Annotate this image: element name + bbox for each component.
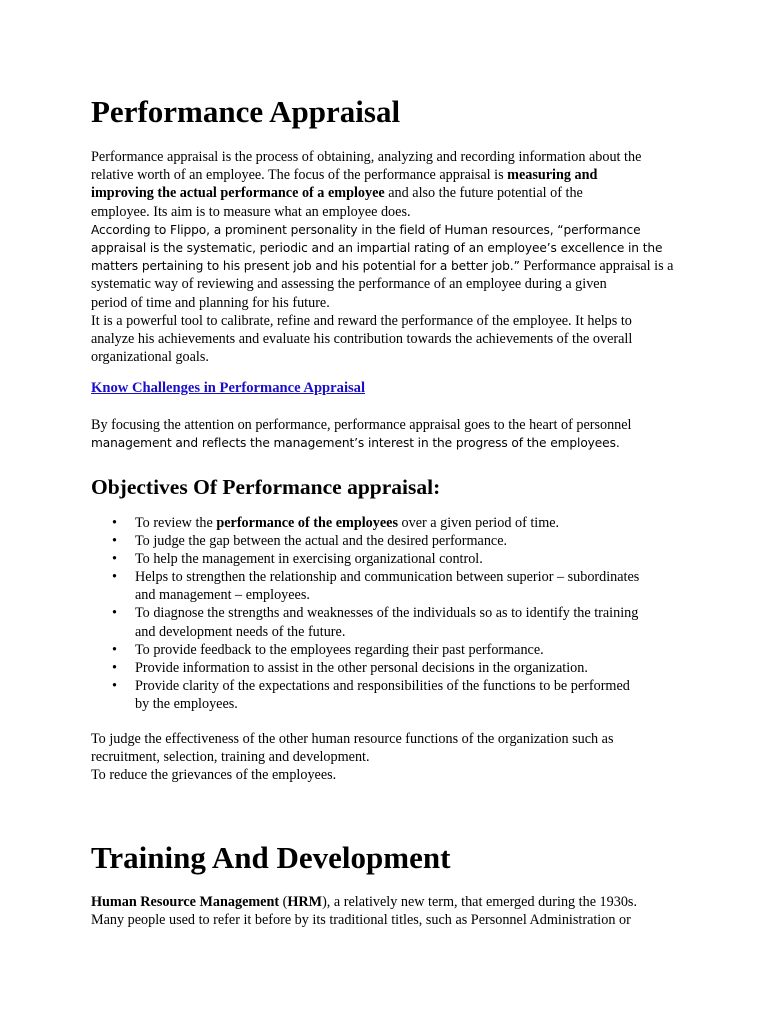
after-list-paragraph bbox=[91, 730, 683, 785]
tool-line: It is a powerful tool to calibrate, refine and reward the performance of the employee. It helps to bbox=[91, 312, 632, 329]
systematic-line: period of time and planning for his future. bbox=[91, 294, 330, 311]
bullet-icon: • bbox=[112, 641, 117, 658]
focus-paragraph bbox=[91, 416, 683, 452]
intro-line: relative worth of an employee. The focus of the performance appraisal is measuring and bbox=[91, 167, 598, 184]
bullet-icon: • bbox=[112, 515, 117, 531]
focus-line: By focusing the attention on performance, performance appraisal goes to the heart of personnel bbox=[91, 417, 632, 433]
list-item: • To diagnose the strengths and weaknesses of the individuals so as to identify the training and development needs of the future. bbox=[112, 605, 639, 640]
flippo-quote-line: matters pertaining to his present job and his potential for a better job.” Performance appraisal is a bbox=[91, 258, 674, 275]
hrm-paragraph bbox=[91, 893, 683, 929]
systematic-line: systematic way of reviewing and assessing the performance of an employee during a given bbox=[91, 276, 607, 293]
list-item: • To help the management in exercising organizational control. bbox=[112, 551, 483, 568]
intro-paragraph bbox=[91, 148, 683, 366]
list-item: • Provide information to assist in the other personal decisions in the organization. bbox=[112, 659, 588, 676]
focus-line: management and reflects the management’s interest in the progress of the employees. bbox=[91, 436, 620, 451]
bullet-icon: • bbox=[112, 551, 117, 568]
page-title: Performance Appraisal bbox=[91, 94, 401, 129]
bullet-icon: • bbox=[112, 569, 117, 586]
list-item: • To judge the gap between the actual and the desired performance. bbox=[112, 533, 508, 550]
list-item: • Provide clarity of the expectations and responsibilities of the functions to be performed by the employees. bbox=[112, 677, 630, 712]
intro-line: employee. Its aim is to measure what an employee does. bbox=[91, 203, 411, 220]
tool-line: organizational goals. bbox=[91, 349, 209, 366]
bullet-icon: • bbox=[112, 533, 117, 550]
list-item: • To provide feedback to the employees regarding their past performance. bbox=[112, 641, 544, 658]
list-item: • To review the performance of the employees over a given period of time. bbox=[112, 515, 560, 531]
bullet-icon: • bbox=[112, 605, 117, 622]
hrm-line: Many people used to refer it before by its traditional titles, such as Personnel Administration or bbox=[91, 912, 631, 929]
bullet-icon: • bbox=[112, 659, 117, 676]
after-line: recruitment, selection, training and development. bbox=[91, 749, 370, 766]
objectives-list bbox=[91, 514, 691, 713]
flippo-quote-line: According to Flippo, a prominent personality in the field of Human resources, “performance bbox=[91, 222, 641, 237]
objectives-heading: Objectives Of Performance appraisal: bbox=[91, 475, 441, 499]
challenges-link[interactable]: Know Challenges in Performance Appraisal bbox=[91, 380, 366, 396]
tool-line: analyze his achievements and evaluate his contribution towards the achievements of the overall bbox=[91, 331, 633, 348]
hrm-line: Human Resource Management (HRM), a relatively new term, that emerged during the 1930s. bbox=[91, 894, 637, 910]
after-line: To judge the effectiveness of the other human resource functions of the organization such as bbox=[91, 731, 614, 747]
intro-line: improving the actual performance of a employee and also the future potential of the bbox=[91, 185, 583, 202]
after-line: To reduce the grievances of the employees. bbox=[91, 767, 337, 784]
flippo-quote-line: appraisal is the systematic, periodic and an impartial rating of an employee’s excellence in the bbox=[91, 241, 663, 256]
section-title-training: Training And Development bbox=[91, 840, 451, 875]
bullet-icon: • bbox=[112, 677, 117, 694]
list-item: • Helps to strengthen the relationship and communication between superior – subordinates and management – employees. bbox=[112, 569, 640, 604]
intro-line: Performance appraisal is the process of obtaining, analyzing and recording information about the bbox=[91, 149, 642, 165]
